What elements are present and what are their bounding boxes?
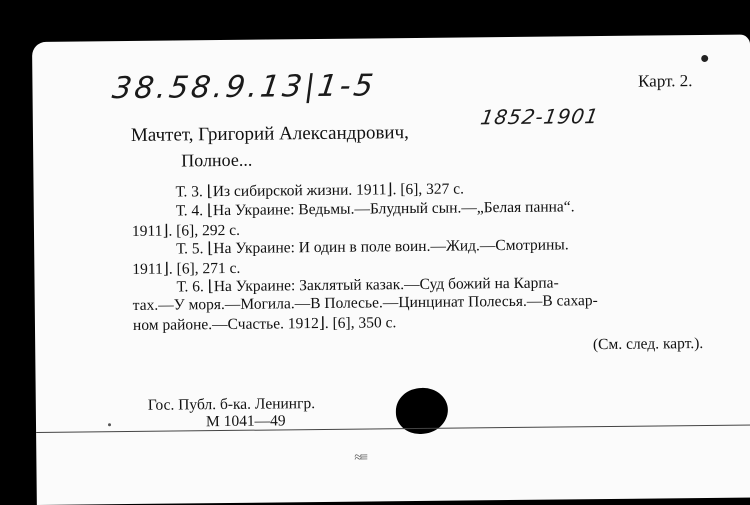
catalog-card (32, 34, 750, 504)
card-label: Карт. 2. (638, 71, 693, 91)
entry-line: Т. 3. ⌊Из сибирской жизни. 1911⌋. [6], 327 с. (175, 180, 465, 201)
library-code: М 1041—49 (205, 412, 286, 431)
entry-line: ном районе.—Счастье. 1912⌋. [6], 350 с. (132, 314, 397, 334)
ink-speck (108, 423, 111, 426)
entry-line: Т. 5. ⌊На Украине: И один в поле воин.—Жид.—Смотрины. (176, 236, 569, 258)
collection-title: Полное... (181, 149, 253, 171)
entry-line: 1911⌋. [6], 271 с. (132, 259, 241, 278)
ink-dot (701, 55, 708, 62)
call-number: 38.58.9.13|1-5 (110, 68, 379, 107)
entry-line: Т. 6. ⌊На Украине: Заклятый казак.—Суд божий на Карпа- (176, 274, 559, 296)
author-dates: 1852-1901 (478, 104, 601, 130)
library-name: Гос. Публ. б-ка. Ленингр. (147, 395, 316, 414)
entry-line: тах.—У моря.—Могила.—В Полесье.—Цинцинат Полесья.—В сахар- (132, 292, 598, 314)
author-heading: Мачтет, Григорий Александрович, (130, 122, 409, 146)
smudge-mark: ≈≡ (354, 450, 367, 466)
card-rule (36, 424, 750, 433)
entry-line: 1911⌋. [6], 292 с. (131, 221, 241, 240)
continuation-note: (См. след. карт.). (592, 334, 704, 354)
entry-line: Т. 4. ⌊На Украине: Ведьмы.—Блудный сын.—„Белая панна“. (175, 198, 575, 220)
